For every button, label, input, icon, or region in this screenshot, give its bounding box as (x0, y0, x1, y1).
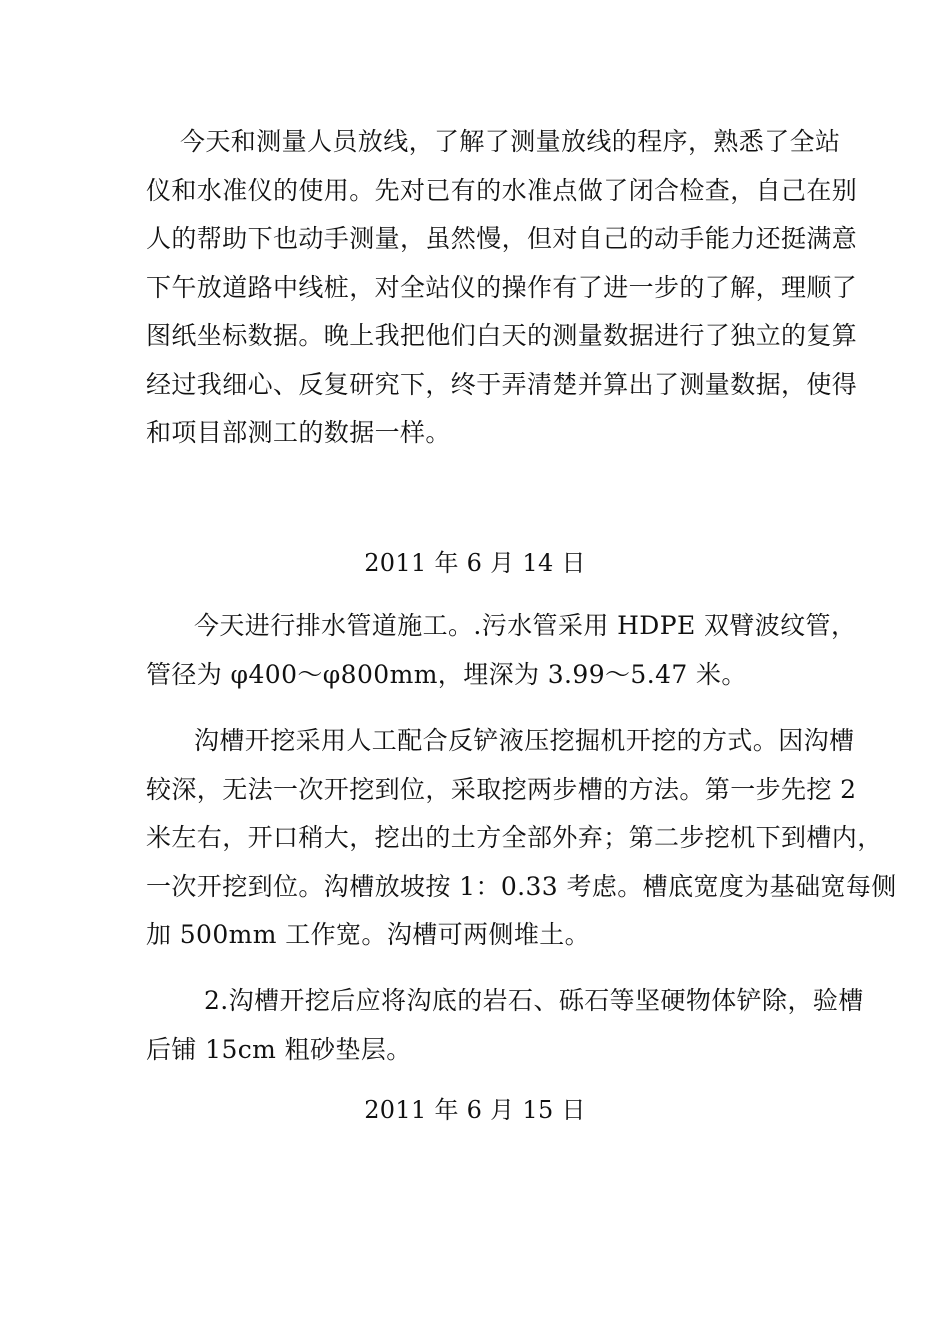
text-line: 图纸坐标数据。晚上我把他们白天的测量数据进行了独立的复算 (146, 321, 858, 350)
text-line: 管径为 φ400～φ800mm，埋深为 3.99～5.47 米。 (146, 659, 747, 689)
text-line: 一次开挖到位。沟槽放坡按 1：0.33 考虑。槽底宽度为基础宽每侧 (146, 871, 897, 901)
text-line: 米左右，开口稍大，挖出的土方全部外弃；第二步挖机下到槽内， (146, 823, 883, 852)
paragraph-trench-bedding (146, 977, 864, 1074)
text-line: 较深，无法一次开挖到位，采取挖两步槽的方法。第一步先挖 2 (146, 774, 857, 804)
text-line: 今天和测量人员放线，了解了测量放线的程序，熟悉了全站 (180, 127, 841, 156)
text-line: 今天进行排水管道施工。.污水管采用 HDPE 双臂波纹管， (194, 611, 857, 640)
text-line: 沟槽开挖采用人工配合反铲液压挖掘机开挖的方式。因沟槽 (194, 726, 855, 755)
text-line: 仪和水准仪的使用。先对已有的水准点做了闭合检查，自己在别 (146, 175, 858, 205)
text-line: 人的帮助下也动手测量，虽然慢，但对自己的动手能力还挺满意 (146, 224, 858, 253)
text-line: 2.沟槽开挖后应将沟底的岩石、砾石等坚硬物体铲除，验槽 (204, 986, 864, 1015)
date-heading-june-15: 2011 年 6 月 15 日 (364, 1096, 586, 1124)
paragraph-drainage-pipe (146, 602, 857, 699)
text-line: 加 500mm 工作宽。沟槽可两侧堆土。 (146, 920, 591, 949)
paragraph-trench-excavation (146, 717, 897, 960)
text-line: 经过我细心、反复研究下，终于弄清楚并算出了测量数据，使得 (146, 369, 858, 399)
paragraph-survey-log (146, 118, 858, 458)
date-heading-june-14: 2011 年 6 月 14 日 (364, 549, 586, 577)
text-line: 后铺 15cm 粗砂垫层。 (146, 1034, 412, 1064)
text-line: 和项目部测工的数据一样。 (146, 418, 451, 447)
text-line: 下午放道路中线桩，对全站仪的操作有了进一步的了解，理顺了 (146, 272, 858, 302)
